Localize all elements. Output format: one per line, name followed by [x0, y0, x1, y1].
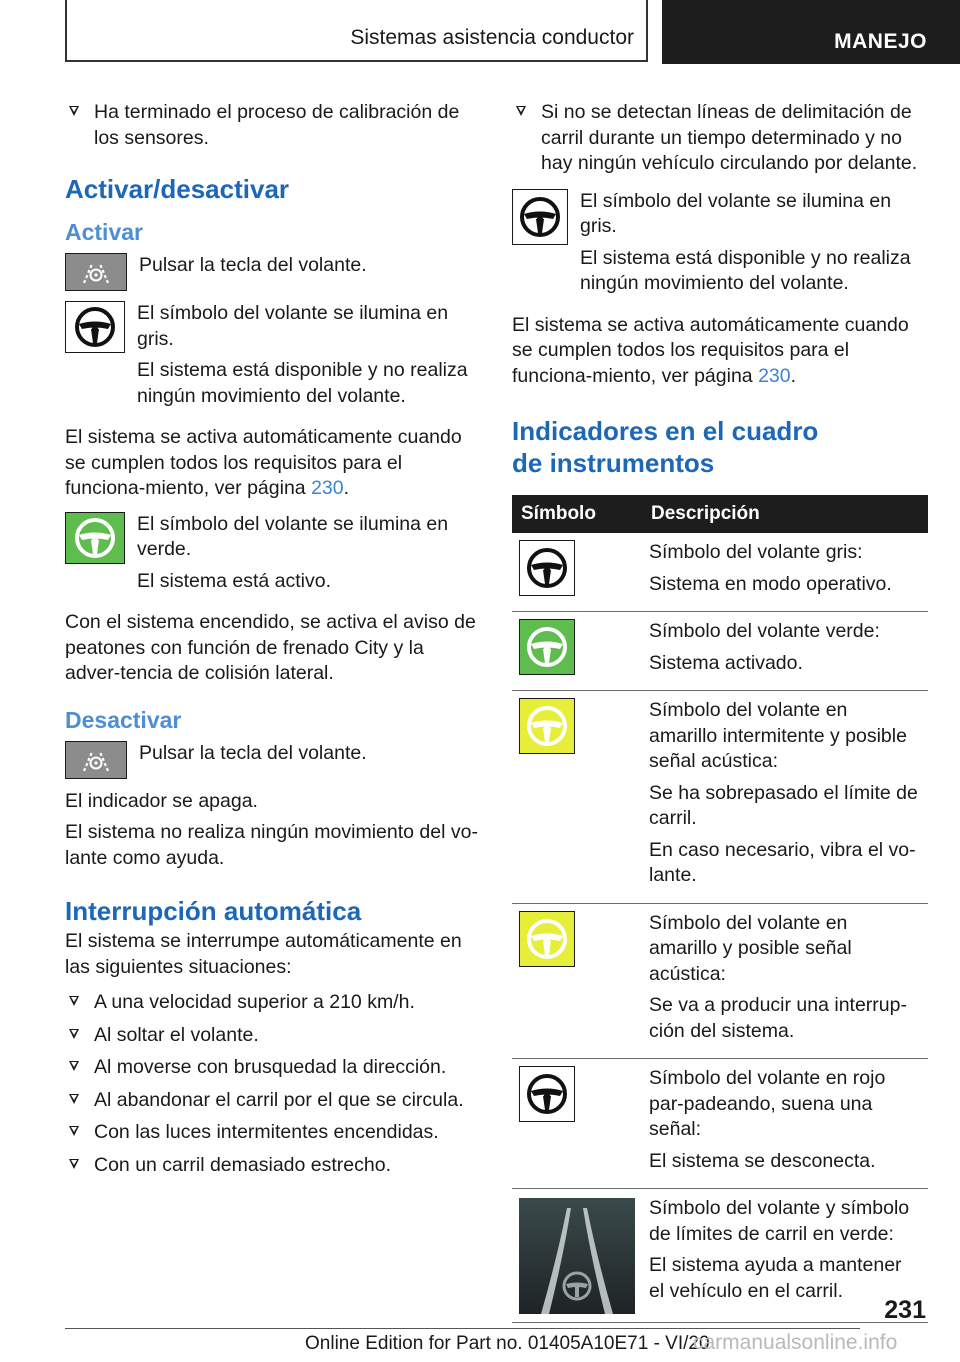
list-item: Al abandonar el carril por el que se circula.	[65, 1088, 480, 1114]
heading-indicators: Indicadores en el cuadro de instrumentos	[512, 416, 819, 478]
steering-wheel-gray-icon	[65, 301, 125, 353]
table-row: Símbolo del volante en amarillo y posible señal acústica: Se va a producir una interrup-ción del sistema.	[512, 903, 928, 1059]
auto-activation-text: El sistema se activa automáticamente cuando se cumplen todos los requisitos para el funciona-miento, ver página 230.	[512, 313, 909, 387]
page-number: 231	[884, 1296, 926, 1324]
triangle-bullet-icon	[516, 106, 526, 116]
lane-limits-green-icon	[519, 1198, 635, 1314]
page-link[interactable]: 230	[311, 477, 344, 499]
column-header-symbol: Símbolo	[512, 495, 642, 533]
table-row: Símbolo del volante gris: Sistema en modo operativo.	[512, 533, 928, 612]
steering-wheel-gray-icon	[512, 189, 568, 245]
steering-wheel-yellow-icon	[519, 698, 575, 754]
footer-divider	[65, 1328, 860, 1329]
triangle-bullet-icon	[69, 1094, 79, 1104]
triangle-bullet-icon	[69, 106, 79, 116]
list-item: Al soltar el volante.	[65, 1023, 480, 1049]
lane-assist-button-icon	[65, 253, 127, 291]
list-item: A una velocidad superior a 210 km/h.	[65, 990, 480, 1016]
steering-wheel-green-icon	[519, 619, 575, 675]
heading-interrupt: Interrupción automática	[65, 896, 362, 926]
list-item: Con un carril demasiado estrecho.	[65, 1153, 480, 1179]
indicator-off-text: El indicador se apaga.	[65, 789, 258, 812]
subheading-desactivar: Desactivar	[65, 706, 182, 733]
interrupt-intro: El sistema se interrumpe automáticamente en las siguientes situaciones:	[65, 930, 462, 978]
steering-wheel-gray-icon	[519, 540, 575, 596]
header-section-tab	[65, 0, 648, 62]
header-chapter-tab	[662, 0, 960, 64]
table-row: Símbolo del volante verde: Sistema activado.	[512, 612, 928, 691]
steering-wheel-yellow-icon	[519, 911, 575, 967]
chapter-title: MANEJO	[834, 30, 927, 53]
triangle-bullet-icon	[69, 1061, 79, 1071]
desactivar-step-row: Pulsar la tecla del volante.	[65, 741, 480, 779]
lane-assist-button-icon	[65, 741, 127, 779]
activar-step-row: Pulsar la tecla del volante.	[65, 253, 480, 291]
footer-edition: Online Edition for Part no. 01405A10E71 - VI/20	[305, 1333, 710, 1354]
triangle-bullet-icon	[69, 996, 79, 1006]
auto-activation-text: El sistema se activa automáticamente cuando se cumplen todos los requisitos para el funciona-miento, ver página 230.	[65, 426, 462, 499]
list-item: Al moverse con brusquedad la dirección.	[65, 1055, 480, 1081]
pedestrian-warning-text: Con el sistema encendido, se activa el aviso de peatones con función de frenado City y la adver-tencia de colisión lateral.	[65, 611, 476, 684]
steering-wheel-red-flashing-icon	[519, 1066, 575, 1122]
table-row: Símbolo del volante en rojo par-padeando, suena una señal: El sistema se desconecta.	[512, 1059, 928, 1189]
triangle-bullet-icon	[69, 1126, 79, 1136]
gray-symbol-row: El símbolo del volante se ilumina en gris. El sistema está disponible y no realiza ningún movimiento del volante.	[512, 189, 928, 303]
triangle-bullet-icon	[69, 1159, 79, 1169]
subheading-activar: Activar	[65, 219, 143, 245]
list-item: Ha terminado el proceso de calibración de los sensores.	[65, 100, 480, 151]
right-column	[512, 100, 928, 1323]
list-item: Con las luces intermitentes encendidas.	[65, 1120, 480, 1146]
column-header-description: Descripción	[642, 495, 928, 533]
list-item: Si no se detectan líneas de delimitación de carril durante un tiempo determinado y no hay ningún vehículo circulando por delante.	[512, 100, 928, 177]
steering-wheel-green-icon	[65, 512, 125, 564]
table-row: Símbolo del volante en amarillo intermitente y posible señal acústica: Se ha sobrepasado el límite de carril. En caso necesario, vibra el vo-lante.	[512, 691, 928, 904]
gray-symbol-row: El símbolo del volante se ilumina en gris. El sistema está disponible y no realiza ningún movimiento del volante.	[65, 301, 480, 415]
left-column	[65, 100, 480, 1185]
no-movement-text: El sistema no realiza ningún movimiento del vo-lante como ayuda.	[65, 821, 478, 869]
section-title: Sistemas asistencia conductor	[350, 26, 634, 49]
watermark: carmanualsonline.info	[693, 1331, 898, 1354]
green-symbol-row: El símbolo del volante se ilumina en verde. El sistema está activo.	[65, 512, 480, 601]
page-link[interactable]: 230	[758, 364, 791, 387]
heading-activate-deactivate: Activar/desactivar	[65, 174, 290, 204]
triangle-bullet-icon	[69, 1029, 79, 1039]
table-row: Símbolo del volante y símbolo de límites de carril en verde: El sistema ayuda a mantener el vehículo en el carril.	[512, 1189, 928, 1323]
symbol-table	[512, 495, 928, 1323]
